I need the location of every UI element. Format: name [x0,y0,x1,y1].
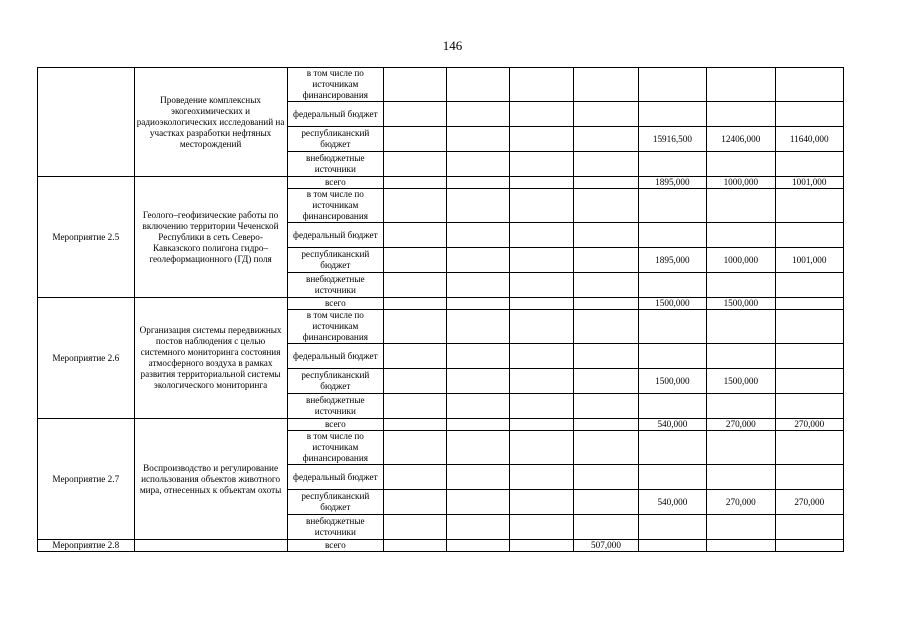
value-cell [509,540,573,552]
funding-label: республиканский бюджет [287,127,384,152]
value-cell: 1500,000 [707,369,775,394]
measure-description [134,540,287,552]
value-cell: 1500,000 [638,369,706,394]
value-cell: 1000,000 [707,177,775,189]
measure-description: Организация системы передвижных постов наблюдения с целью системного мониторинга состояния атмосферного воздуха в рамках развития территориальной системы экологического мониторинга [134,298,287,419]
value-cell: 1500,000 [638,298,706,310]
value-cell [446,298,509,310]
value-cell [446,540,509,552]
value-cell: 12406,000 [707,127,775,152]
value-cell [384,369,446,394]
value-cell [384,419,446,431]
measure-name: Мероприятие 2.6 [38,298,135,419]
funding-label: всего [287,419,384,431]
value-cell [574,369,638,394]
value-cell [509,369,573,394]
value-cell [707,540,775,552]
value-cell: 540,000 [638,419,706,431]
table-row [38,540,844,552]
table-row [38,298,844,310]
funding-label: федеральный бюджет [287,344,384,369]
value-cell [384,177,446,189]
value-cell [574,298,638,310]
measure-name: Мероприятие 2.8 [38,540,135,552]
value-cell [384,248,446,273]
value-cell: 507,000 [574,540,638,552]
funding-label: в том числе по источникам финансирования [287,431,384,465]
funding-label: внебюджетные источники [287,152,384,177]
value-cell [638,540,706,552]
measure-name [38,68,135,177]
funding-label: внебюджетные источники [287,273,384,298]
funding-label: в том числе по источникам финансирования [287,189,384,223]
funding-label: в том числе по источникам финансирования [287,310,384,344]
measure-name: Мероприятие 2.7 [38,419,135,540]
value-cell [775,369,843,394]
table-row [38,68,844,102]
funding-label: федеральный бюджет [287,465,384,490]
value-cell [509,127,573,152]
funding-label: федеральный бюджет [287,102,384,127]
budget-table [37,67,844,552]
funding-label: внебюджетные источники [287,394,384,419]
funding-label: внебюджетные источники [287,515,384,540]
value-cell [509,419,573,431]
measure-description: Геолого–геофизические работы по включению территории Чеченской Республики в сеть Северо-Кавказского полигона гидро–геолеформационного (ГД) поля [134,177,287,298]
measure-description: Проведение комплексных экогеохимических и радиоэкологических исследований на участках разработки нефтяных месторождений [134,68,287,177]
value-cell: 1895,000 [638,177,706,189]
table-row [38,419,844,431]
value-cell [384,127,446,152]
value-cell [775,298,843,310]
value-cell [446,369,509,394]
value-cell [446,177,509,189]
page-number: 146 [442,38,463,53]
value-cell [446,127,509,152]
value-cell [509,490,573,515]
value-cell [574,490,638,515]
measure-name: Мероприятие 2.5 [38,177,135,298]
value-cell [509,248,573,273]
funding-label: всего [287,540,384,552]
funding-label: федеральный бюджет [287,223,384,248]
funding-label: всего [287,177,384,189]
value-cell [384,540,446,552]
value-cell [775,540,843,552]
value-cell [509,177,573,189]
value-cell: 1000,000 [707,248,775,273]
value-cell: 1500,000 [707,298,775,310]
value-cell: 270,000 [707,490,775,515]
value-cell: 1895,000 [638,248,706,273]
value-cell: 1001,000 [775,248,843,273]
value-cell [446,490,509,515]
value-cell: 270,000 [775,419,843,431]
value-cell: 270,000 [707,419,775,431]
value-cell [574,177,638,189]
value-cell [384,298,446,310]
value-cell [574,127,638,152]
value-cell [574,419,638,431]
value-cell [384,490,446,515]
funding-label: республиканский бюджет [287,248,384,273]
value-cell [446,248,509,273]
value-cell [574,248,638,273]
value-cell [509,298,573,310]
measure-description: Воспроизводство и регулирование использования объектов животного мира, отнесенных к объектам охоты [134,419,287,540]
value-cell: 1001,000 [775,177,843,189]
value-cell: 540,000 [638,490,706,515]
funding-label: всего [287,298,384,310]
value-cell [446,419,509,431]
table-row [38,177,844,189]
value-cell: 15916,500 [638,127,706,152]
funding-label: в том числе по источникам финансирования [287,68,384,102]
value-cell: 11640,000 [775,127,843,152]
funding-label: республиканский бюджет [287,490,384,515]
value-cell: 270,000 [775,490,843,515]
funding-label: республиканский бюджет [287,369,384,394]
